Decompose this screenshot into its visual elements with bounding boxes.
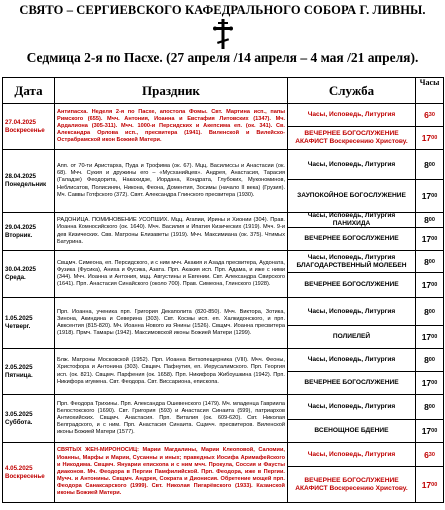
time-hour: 8 [424,256,429,267]
service-time: 17 00 [421,280,438,290]
weekday-label: Суббота. [5,418,33,426]
hours-cell [416,443,444,503]
time-hour: 8 [424,355,429,365]
feast-cell: Апп. от 70-ти Аристарха, Пуда и Трофима (ок. 67). Мцц. Василиссы и Анастасии (ок. 68). Мчч. Сукия и дружины его – «Мусханийцев». Андрея, Анастасия, Тарасия (Галадзе) Феодорита, Накахидзе, Иордана, Кондрата, Глубоких, Мукономинов, Неблисатов, Полисинян, Никона, Феона, Доментия, Зосимы (начало II века) (Грузия). Мч. Саввы Готфского (372). Свят. Александра Глинского пресвитера (1930). [55,150,288,213]
service-line: Часы, Исповедь, Литургия [288,349,415,372]
service-time: 17 00 [421,191,438,201]
service-line: ВЕЧЕРНЕЕ БОГОСЛУЖЕНИЕ [304,281,399,289]
week-subtitle: Седмица 2-я по Пасхе. (27 апреля /14 апреля – 4 мая /21 апреля). [26,50,419,65]
service-line: ВЕЧЕРНЕЕ БОГОСЛУЖЕНИЕ АКАФИСТ Воскресению Христову. [295,476,408,492]
table-row [3,349,444,395]
table-row [3,443,444,503]
hours-cell [416,213,444,251]
time-hour: 8 [424,306,429,317]
date-value: 29.04.2025 [5,223,36,231]
service-time: 8 00 [416,213,443,228]
service-line: ПОЛИЕЛЕЙ [332,333,371,341]
date-value: 28.04.2025 [5,173,36,181]
service-line: Часы, Исповедь, Литургия [288,443,415,467]
table-row [3,150,444,213]
table-row [3,213,444,251]
service-cell [288,395,416,443]
date-value: 2.05.2025 [5,363,33,371]
column-header-feast: Праздник [55,78,288,104]
service-cell [288,213,416,251]
feast-cell: Антипасха. Неделя 2-я по Пасхе, апостола Фомы. Свт. Мартина исп., папы Римского (655). Мчч. Антония, Иоанна и Евстафия Литовских (1347). Мч. Ардалиона (305-311). Мчч. 1000-и Персидских и Акепсима еп. (ок. 341). Св. Александра Орлова исп., пресвитера (1941). Виленской и Вилейско-Острабрамской икон Божией Матери. [55,104,288,150]
time-hour: 8 [424,159,429,170]
service-line: Часы, Исповедь, Литургия [288,395,415,420]
orthodox-cross-icon [211,19,235,49]
service-time: 8 00 [416,298,443,326]
date-cell [3,395,55,443]
time-hour: 17 [421,133,432,143]
column-header-date: Дата [3,78,55,104]
hours-cell [416,349,444,395]
service-time: 8 00 [416,349,443,372]
service-time: 17 00 [421,378,438,388]
service-line: ВЕЧЕРНЕЕ БОГОСЛУЖЕНИЕ АКАФИСТ Воскресению Христову. [295,130,408,145]
time-hour: 6 [424,110,429,120]
feast-cell: Прп. Иоанна, ученика прп. Григория Декаполита (820-850). Мчч. Виктора, Зотика, Зинона, Акиндина и Северина (303). Свт. Космы исп. еп. Халкидонского, и прп. Авксентия (815-820). Мч. Иоанна Нового из Янины (1526). Свщмч. Иоанна пресвитера (1918). Прмч. Тамары (1942). Максимовской иконы Божией Матери (1299). [55,298,288,349]
weekday-label: Вторник. [5,231,33,239]
time-hour: 6 [424,449,429,460]
hours-cell [416,251,444,298]
weekday-label: Воскресенье [5,472,45,480]
table-row [3,298,444,349]
feast-cell: Блж. Матроны Московской (1952). Прп. Иоанна Ветхопещерника (VIII). Мчч. Феоны, Христофора и Антонина (303). Свщмч. Пафнутия, еп. Иерусалимского. Прп. Георгия исп. (ок. 821). Свщмч. Парфения (ок. 1658). Прп. Никифора Жибоушкина (1942). Прп. Никифора игумена. Свт. Феодора. Свт. Виссариона, епископа. [55,349,288,395]
service-time: 6 30 [416,443,443,467]
service-cell [288,251,416,298]
service-line: Часы, Исповедь, Литургия [288,150,415,180]
date-value: 27.04.2025 [5,118,36,126]
date-value: 4.05.2025 [5,464,33,472]
date-value: 30.04.2025 [5,266,36,274]
weekday-label: Пятница. [5,371,33,379]
service-time: 17 00 [421,479,438,490]
service-time: 17 00 [421,133,438,143]
service-line: ЗАУПОКОЙНОЕ БОГОСЛУЖЕНИЕ [297,192,406,200]
time-hour: 17 [421,280,432,290]
service-line: Часы, Исповедь, Литургия БЛАГОДАРСТВЕННЫЙ МОЛЕБЕН [288,251,415,273]
date-cell [3,150,55,213]
time-hour: 17 [421,332,432,342]
time-hour: 17 [421,426,432,436]
hours-cell [416,298,444,349]
time-hour: 17 [421,479,432,490]
table-header-row [3,78,444,104]
service-cell [288,349,416,395]
hours-cell [416,104,444,150]
service-line: Часы, Исповедь, Литургия ПАНИХИДА [288,213,415,228]
service-line: ВЕЧЕРНЕЕ БОГОСЛУЖЕНИЕ [304,235,399,243]
date-value: 3.05.2025 [5,410,33,418]
service-cell [288,104,416,150]
table-row [3,104,444,150]
service-time: 6 30 [416,104,443,127]
time-hour: 17 [421,191,432,201]
column-header-service: Служба [288,78,416,104]
date-cell [3,251,55,298]
time-hour: 17 [421,234,432,244]
feast-cell: СВЯТЫХ ЖЕН-МИРОНОСИЦ: Марии Магдалины, Марии Клеоповой, Саломии, Иоанны, Марфы и Марии, Сусанны и иных; праведных Иосифа Аримафейского и Никодима. Свщмч. Януарии епископа и с ним мчч. Прокула, Соссия и Фаусты диаконов. Мч. Феодора в Пергии Памфилийской. Прп. Феодора, иже в Пергии. Мучч. и Антонины. Свщмч. Андрея, Сократа и Дионисия. Обретение мощей прп. Феодора Санаксарского (1999). Свт. Николая Пигарёвского (1933). Казанской иконы Божией Матери. [55,443,288,503]
feast-cell: Прп. Феодора Трихины. Прп. Александра Ошевенского (1479). Мч. младенца Гавриила Белостокского (1690). Свт. Григория (593) и Анастасия Синаита (599), патриархов Антиохийских. Свщмч. Анастасия. Прп. Виталия (ок. 609-620). Свт. Николая Белградского, и с ним. Прп. Анастасия Синаита. Сщмчч. пресвитеров. Виленской иконы Божией Матери (1577). [55,395,288,443]
service-line: ВЕЧЕРНЕЕ БОГОСЛУЖЕНИЕ [304,379,399,387]
date-cell [3,104,55,150]
service-cell [288,443,416,503]
weekday-label: Среда. [5,274,26,281]
service-time: 8 00 [416,150,443,180]
date-cell [3,298,55,349]
date-cell [3,349,55,395]
weekday-label: Воскресенье [5,126,45,134]
date-cell [3,443,55,503]
date-cell [3,213,55,251]
service-cell [288,150,416,213]
service-time: 17 00 [421,332,438,342]
service-time: 17 00 [421,426,438,436]
table-row [3,251,444,298]
cathedral-title: СВЯТО – СЕРГИЕВСКОГО КАФЕДРАЛЬНОГО СОБОРА Г. ЛИВНЫ. [19,3,426,17]
date-value: 1.05.2025 [5,315,33,323]
service-time: 17 00 [421,234,438,244]
service-line: Часы, Исповедь, Литургия [288,104,415,127]
time-hour: 8 [424,402,429,412]
hours-cell [416,150,444,213]
feast-cell: РАДОНИЦА. ПОМИНОВЕНИЕ УСОПШИХ. Мцц. Агапии, Ирины и Хионии (304). Прав. Иоанна Комносийского (ок. 1640). Мчч. Василия и Ипатия Кизических (1919). Мчч. 9-и дев Кизических. Свв. Матроны Елизаветы (1919). Мчч. Максимиана (ок. 375). Чтимых Батурина. [55,213,288,251]
time-hour: 8 [424,215,429,225]
time-hour: 17 [421,378,432,388]
column-header-hours: Часы [416,78,444,104]
service-cell [288,298,416,349]
hours-cell [416,395,444,443]
service-line: ВСЕНОЩНОЕ БДЕНИЕ [314,427,389,435]
feast-cell: Свщмч. Симеона, еп. Персидского, и с ним мчч. Акакия и Азада пресвитера, Аудоната, Фузика (Фусика), Аниха и Фусика, Азата. Прп. Акакия исп. Прп. Адама, и иже с ними (344). Мчч. Иоанна и Антония, мцц. Августины и Евгении. Свт. Александра Свирского (1641). Прп. Анастасия Синайского (около 700). Прав. Симеона, Глинского (1928). [55,251,288,298]
service-time: 8 00 [416,395,443,420]
table-row [3,395,444,443]
weekday-label: Четверг. [5,323,31,330]
service-line: Часы, Исповедь, Литургия [288,298,415,326]
service-time: 8 00 [416,251,443,273]
schedule-table [2,77,444,503]
weekday-label: Понедельник [5,181,47,188]
